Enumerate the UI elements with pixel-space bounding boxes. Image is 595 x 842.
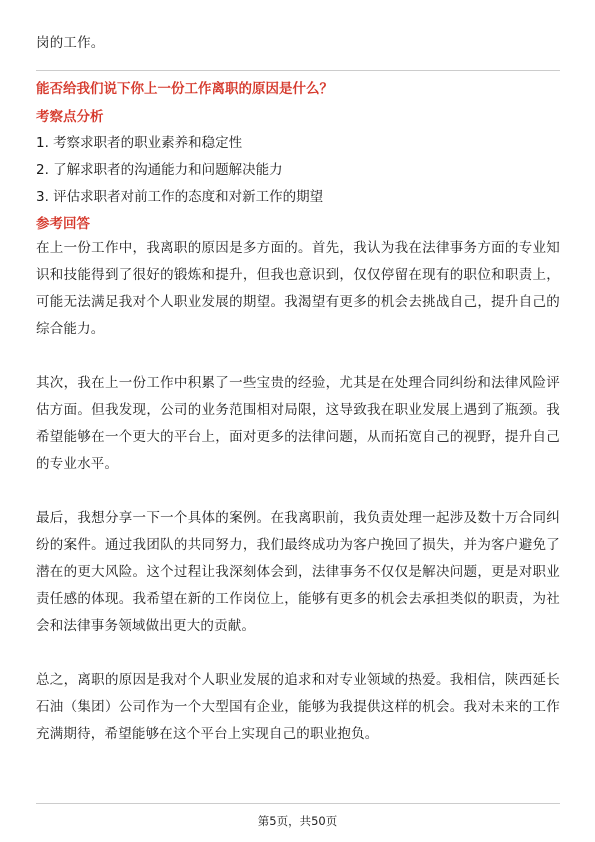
interview-question: 能否给我们说下你上一份工作离职的原因是什么？ [36,81,333,97]
document-page [36,0,560,748]
analysis-point: 2. 了解求职者的沟通能力和问题解决能力 [36,162,283,178]
analysis-points [36,130,560,211]
paragraph-gap [36,343,560,370]
paragraph-gap [36,640,560,667]
answer-title: 参考回答 [36,216,90,232]
answer-paragraph: 其次，我在上一份工作中积累了一些宝贵的经验，尤其是在处理合同纠纷和法律风险评估方面。但我发现，公司的业务范围相对局限，这导致我在职业发展上遇到了瓶颈。我希望能够在一个更大的平台上，面对更多的法律问题，从而拓宽自己的视野，提升自己的专业水平。 [36,375,560,472]
answer-paragraph: 总之，离职的原因是我对个人职业发展的追求和对专业领域的热爱。我相信，陕西延长石油（集团）公司作为一个大型国有企业，能够为我提供这样的机会。我对未来的工作充满期待，希望能够在这个平台上实现自己的职业抱负。 [36,672,560,742]
paragraph-gap [36,478,560,505]
analysis-point: 3. 评估求职者对前工作的态度和对新工作的期望 [36,189,324,205]
lead-text: 岗的工作。 [36,35,105,51]
answer-paragraph: 最后，我想分享一下一个具体的案例。在我离职前，我负责处理一起涉及数十万合同纠纷的案件。通过我团队的共同努力，我们最终成功为客户挽回了损失，并为客户避免了潜在的更大风险。这个过程让我深刻体会到，法律事务不仅仅是解决问题，更是对职业责任感的体现。我希望在新的工作岗位上，能够有更多的机会去承担类似的职责，为社会和法律事务领域做出更大的贡献。 [36,510,560,634]
analysis-title: 考察点分析 [36,109,104,125]
answer-paragraph: 在上一份工作中，我离职的原因是多方面的。首先，我认为我在法律事务方面的专业知识和技能得到了很好的锻炼和提升，但我也意识到，仅仅停留在现有的职位和职责上，可能无法满足我对个人职业发展的期望。我渴望有更多的机会去挑战自己，提升自己的综合能力。 [36,240,560,337]
analysis-point: 1. 考察求职者的职业素养和稳定性 [36,135,243,151]
page-number: 第5页，共50页 [257,814,338,828]
footer-divider [36,803,560,804]
top-divider [36,70,560,71]
